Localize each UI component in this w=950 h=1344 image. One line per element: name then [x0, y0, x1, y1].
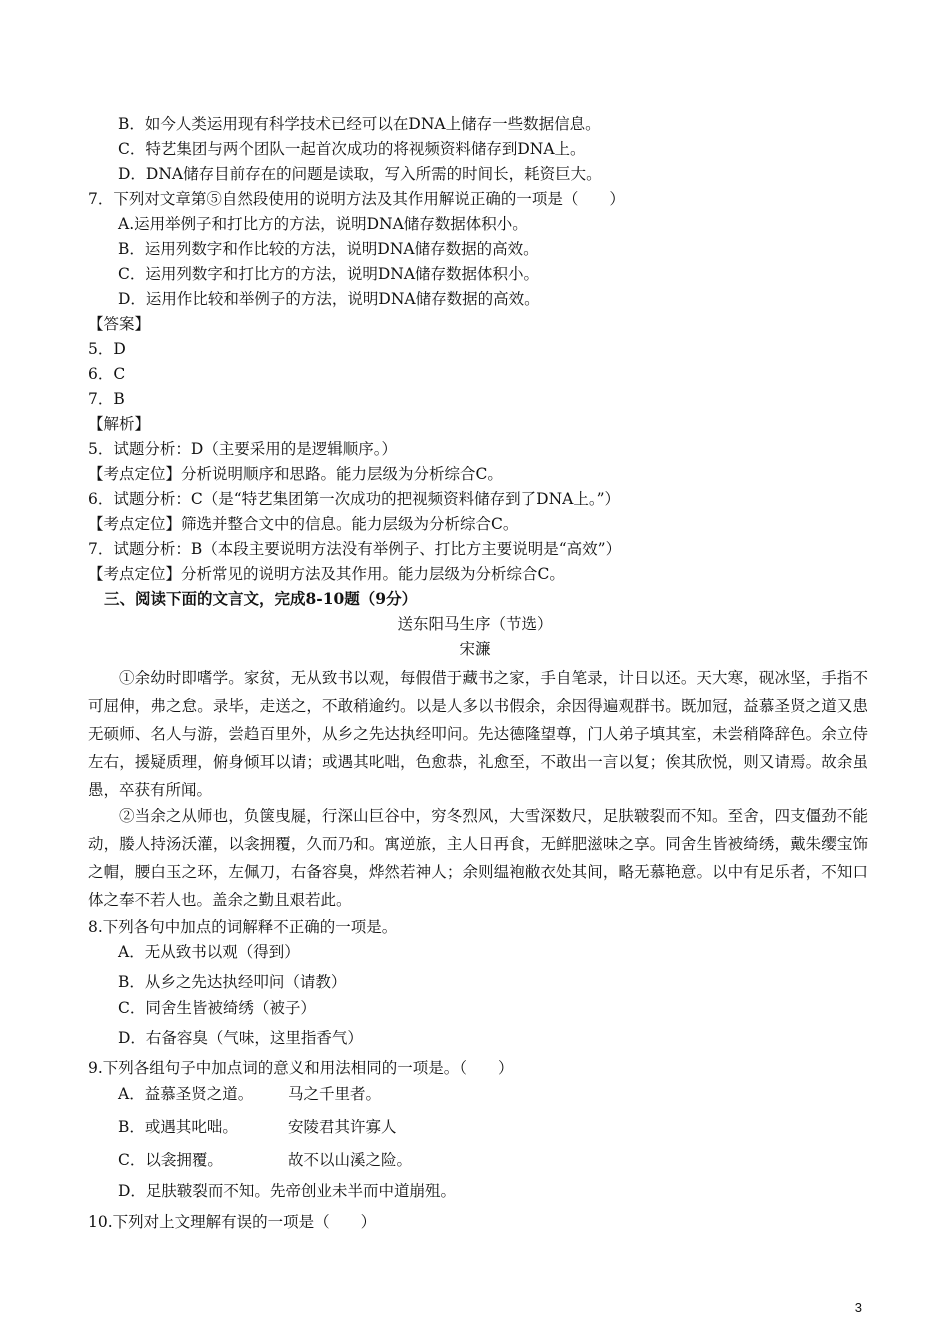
q9-option-a-label: A．益慕圣贤之道。 — [118, 1085, 254, 1103]
q9-option-d-label: D．足肤皲裂而不知。 — [118, 1182, 270, 1200]
page-number: 3 — [854, 1300, 862, 1315]
analysis-7: 7．试题分析：B（本段主要说明方法没有举例子、打比方主要说明是“高效”） — [88, 540, 622, 558]
passage-paragraph-2: ②当余之从师也，负箧曳屣，行深山巨谷中，穷冬烈风，大雪深数尺，足肤皲裂而不知。至舍，四支僵劲不能动，媵人持汤沃灌，以衾拥覆，久而乃和。寓逆旅，主人日再食，无鲜肥滋味之享。同舍生皆被绮绣，戴朱缨宝饰之帽，腰白玉之环，左佩刀，右备容臭，烨然若神人；余则缊袍敝衣处其间，略无慕艳意。以中有足乐者，不知口体之奉不若人也。盖余之勤且艰若此。 — [88, 807, 868, 909]
passage-title: 送东阳马生序（节选） — [397, 615, 553, 633]
q10-stem: 10.下列对上文理解有误的一项是（ ） — [88, 1213, 377, 1231]
section-3-title: 三、阅读下面的文言文，完成8-10题（9分） — [104, 589, 418, 608]
q7-option-d: D．运用作比较和举例子的方法，说明DNA储存数据的高效。 — [118, 290, 540, 308]
q6-option-d: D．DNA储存目前存在的问题是读取，写入所需的时间长，耗资巨大。 — [118, 165, 602, 183]
q9-option-c-pair: 故不以山溪之险。 — [288, 1151, 413, 1169]
analysis-6-point: 【考点定位】筛选并整合文中的信息。能力层级为分析综合C。 — [88, 515, 519, 533]
q9-option-d-pair: 先帝创业未半而中道崩殂。 — [269, 1182, 456, 1200]
analysis-5: 5．试题分析：D（主要采用的是逻辑顺序。） — [88, 440, 398, 458]
q8-option-d: D．右备容臭（气味，这里指香气） — [118, 1029, 363, 1047]
q9-option-c-label: C．以衾拥覆。 — [118, 1151, 223, 1169]
q8-option-b: B．从乡之先达执经叩问（请教） — [118, 973, 347, 991]
q9-option-a — [118, 1084, 381, 1104]
answer-header: 【答案】 — [88, 315, 151, 333]
q9-option-b-label: B．或遇其叱咄。 — [118, 1118, 238, 1136]
q7-option-c: C．运用列数字和打比方的方法，说明DNA储存数据体积小。 — [118, 265, 540, 283]
q8-option-a: A．无从致书以观（得到） — [118, 943, 300, 961]
q9-stem: 9.下列各组句子中加点词的意义和用法相同的一项是。（ ） — [88, 1059, 514, 1077]
q6-option-c: C．特艺集团与两个团队一起首次成功的将视频资料储存到DNA上。 — [118, 140, 586, 158]
analysis-header: 【解析】 — [88, 415, 151, 433]
answer-7: 7．B — [88, 390, 125, 408]
analysis-5-point: 【考点定位】分析说明顺序和思路。能力层级为分析综合C。 — [88, 465, 503, 483]
passage-author: 宋濂 — [459, 640, 491, 658]
q7-option-b: B．运用列数字和作比较的方法，说明DNA储存数据的高效。 — [118, 240, 539, 258]
q8-option-c: C．同舍生皆被绮绣（被子） — [118, 999, 316, 1017]
q9-option-a-pair: 马之千里者。 — [288, 1085, 382, 1103]
answer-5: 5．D — [88, 340, 126, 358]
analysis-7-point: 【考点定位】分析常见的说明方法及其作用。能力层级为分析综合C。 — [88, 565, 565, 583]
q9-option-b — [118, 1117, 397, 1137]
q7-stem: 7．下列对文章第⑤自然段使用的说明方法及其作用解说正确的一项是（ ） — [88, 190, 625, 208]
q9-option-b-pair: 安陵君其许寡人 — [288, 1118, 397, 1136]
q7-option-a: A.运用举例子和打比方的方法，说明DNA储存数据体积小。 — [118, 215, 528, 233]
q9-option-d — [118, 1181, 456, 1201]
passage-paragraph-1: ①余幼时即嗜学。家贫，无从致书以观，每假借于藏书之家，手自笔录，计日以还。天大寒，砚冰坚，手指不可屈伸，弗之怠。录毕，走送之，不敢稍逾约。以是人多以书假余，余因得遍观群书。既加冠，益慕圣贤之道又患无硕师、名人与游，尝趋百里外，从乡之先达执经叩问。先达德隆望尊，门人弟子填其室，未尝稍降辞色。余立侍左右，援疑质理，俯身倾耳以请；或遇其叱咄，色愈恭，礼愈至，不敢出一言以复；俟其欣悦，则又请焉。故余虽愚，卒获有所闻。 — [88, 669, 868, 799]
q6-option-b: B．如今人类运用现有科学技术已经可以在DNA上储存一些数据信息。 — [118, 115, 601, 133]
answer-6: 6．C — [88, 365, 126, 383]
analysis-6: 6．试题分析：C（是“特艺集团第一次成功的把视频资料储存到了DNA上。”） — [88, 490, 621, 508]
q9-option-c — [118, 1150, 412, 1170]
q8-stem: 8.下列各句中加点的词解释不正确的一项是。 — [88, 918, 398, 936]
